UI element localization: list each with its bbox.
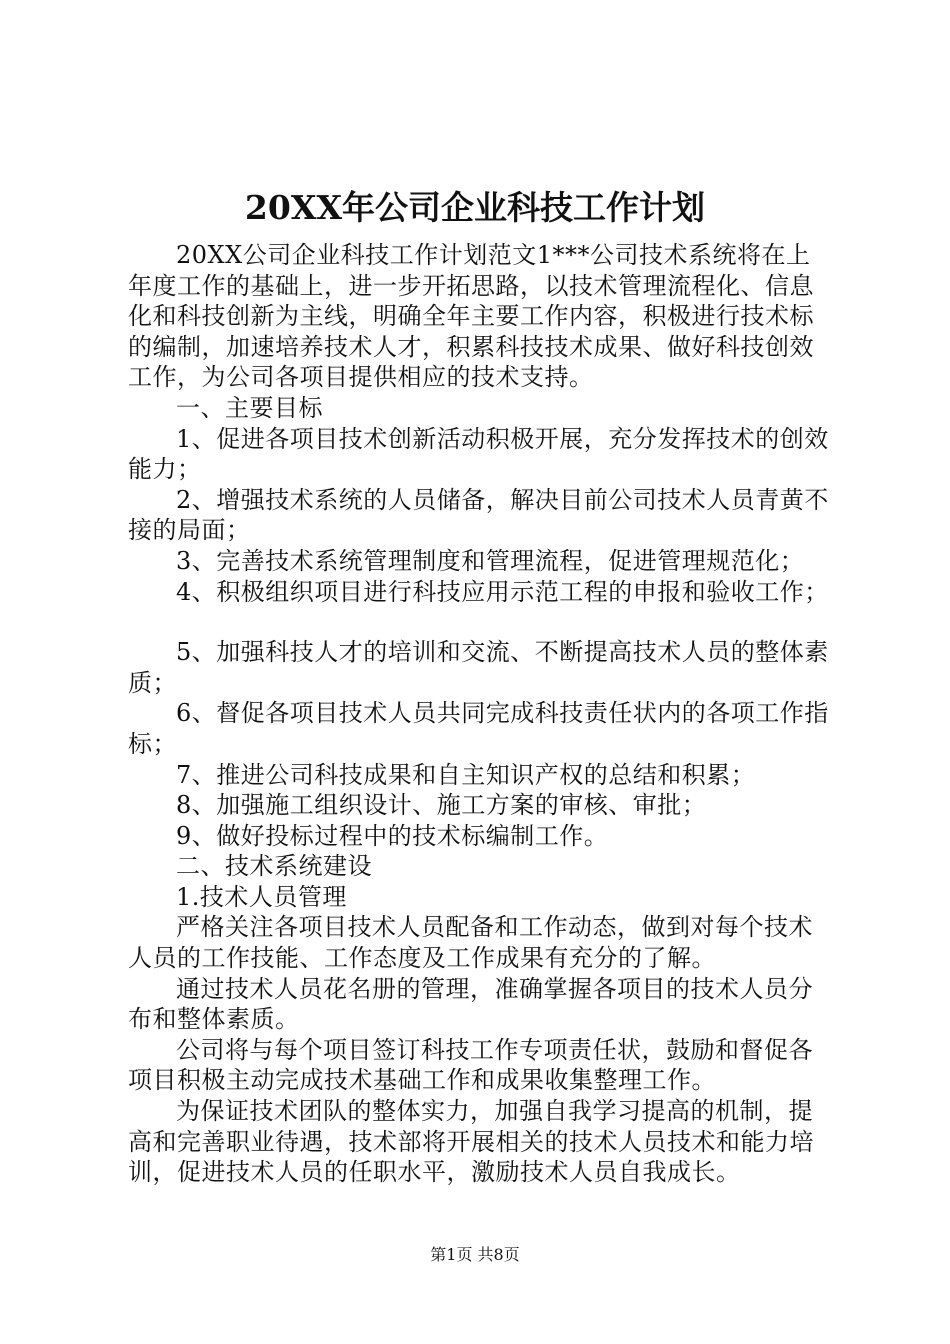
intro-paragraph: 20XX公司企业科技工作计划范文1***公司技术系统将在上年度工作的基础上，进一步开拓思路，以技术管理流程化、信息化和科技创新为主线，明确全年主要工作内容，积极进行技术标的编制，加速培养技术人才，积累科技技术成果、做好科技创效工作，为公司各项目提供相应的技术支持。 bbox=[128, 241, 814, 392]
document-body bbox=[128, 240, 833, 1188]
goal-item-8: 8、加强施工组织设计、施工方案的审核、审批； bbox=[176, 791, 707, 820]
goal-item-1: 1、促进各项目技术创新活动积极开展，充分发挥技术的创效能力； bbox=[128, 424, 829, 484]
body-paragraph: 为保证技术团队的整体实力，加强自我学习提高的机制，提高和完善职业待遇，技术部将开展相关的技术人员技术和能力培训，促进技术人员的任职水平，激励技术人员自我成长。 bbox=[128, 1097, 814, 1187]
body-paragraph: 公司将与每个项目签订科技工作专项责任状，鼓励和督促各项目积极主动完成技术基础工作和成果收集整理工作。 bbox=[128, 1035, 813, 1095]
goal-item-4: 4、积极组织项目进行科技应用示范工程的申报和验收工作； bbox=[176, 577, 829, 606]
page-indicator: 第1页 共8页 bbox=[430, 1245, 520, 1264]
document-title: 20XX年公司企业科技工作计划 bbox=[244, 188, 706, 227]
goal-item-3: 3、完善技术系统管理制度和管理流程，促进管理规范化； bbox=[176, 546, 805, 575]
body-paragraph: 严格关注各项目技术人员配备和工作动态，做到对每个技术人员的工作技能、工作态度及工作成果有充分的了解。 bbox=[128, 913, 813, 973]
section-heading-system-building: 二、技术系统建设 bbox=[176, 852, 372, 881]
goal-item-7: 7、推进公司科技成果和自主知识产权的总结和积累； bbox=[176, 760, 756, 789]
goal-item-2: 2、增强技术系统的人员储备，解决目前公司技术人员青黄不接的局面； bbox=[128, 485, 829, 545]
goal-item-6: 6、督促各项目技术人员共同完成科技责任状内的各项工作指标； bbox=[128, 699, 829, 758]
goal-item-5: 5、加强科技人才的培训和交流、不断提高技术人员的整体素质； bbox=[128, 638, 829, 697]
goal-item-9: 9、做好投标过程中的技术标编制工作。 bbox=[176, 821, 609, 850]
subsection-heading-staff-management: 1.技术人员管理 bbox=[176, 882, 347, 911]
body-paragraph: 通过技术人员花名册的管理，准确掌握各项目的技术人员分布和整体素质。 bbox=[128, 974, 813, 1034]
section-heading-main-goals: 一、主要目标 bbox=[176, 393, 323, 422]
